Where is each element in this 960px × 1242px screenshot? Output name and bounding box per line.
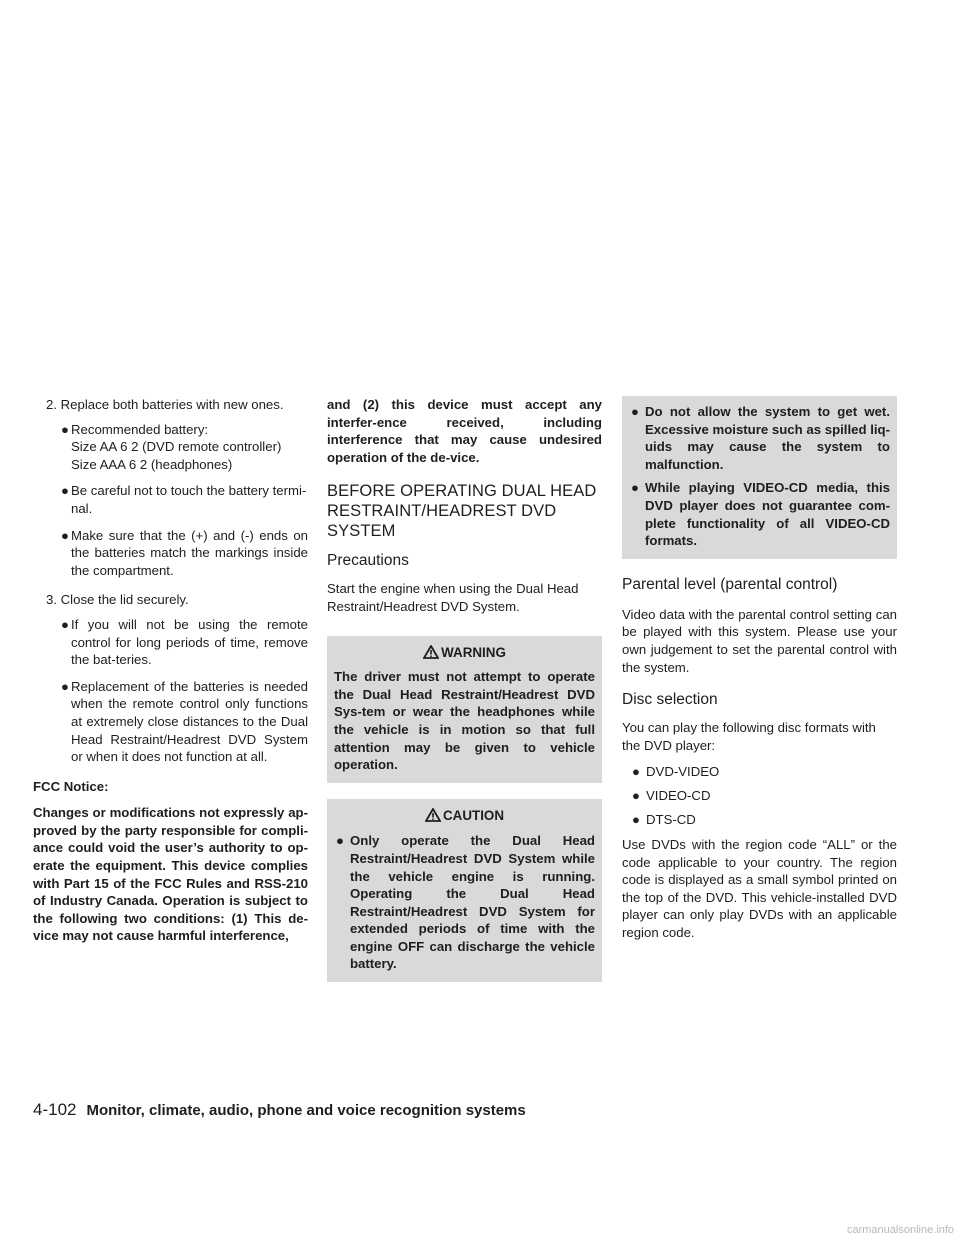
- caution-header: [334, 807, 595, 828]
- caution-item: ● Do not allow the system to get wet. Excessive moisture such as spilled liq-uids may cause the system to malfunction.: [631, 404, 890, 472]
- bullet-icon: ●: [631, 480, 639, 496]
- caution-item: ● Only operate the Dual Head Restraint/Headrest DVD System while the vehicle engine is running. Operating the Dual Head Restraint/Headrest DVD System for extended periods of time with the engine OFF can discharge the vehicle battery.: [336, 833, 595, 972]
- list-item: ● Replacement of the batteries is needed when the remote control only functions at extremely close distances to the Dual Head Restraint/Headrest DVD System or when it does not function at all.: [61, 678, 308, 765]
- column-2: [327, 396, 602, 982]
- parental-text: Video data with the parental control setting can be played with this system. Please use your own judgement to set the parental control with the system.: [622, 606, 897, 675]
- bullet-icon: ●: [61, 678, 69, 694]
- caution-triangle-icon: [425, 808, 441, 822]
- disc-intro: You can play the following disc formats with the DVD player:: [622, 720, 876, 753]
- region-text: Use DVDs with the region code “ALL” or the code applicable to your country. The region code is displayed as a small symbol printed on the top of the DVD. This vehicle-installed DVD player can only play DVDs with an applicable region code.: [622, 837, 897, 941]
- caution-label: CAUTION: [443, 807, 504, 823]
- warning-triangle-icon: [423, 645, 439, 659]
- list-item: ● Be careful not to touch the battery termi-nal.: [61, 483, 307, 516]
- page-footer: [33, 1100, 526, 1120]
- disc-heading: Disc selection: [622, 691, 718, 709]
- page-number: 4-102: [33, 1100, 77, 1119]
- bullet-icon: ●: [631, 404, 639, 419]
- precautions-intro: Start the engine when using the Dual Head Restraint/Headrest DVD System.: [327, 581, 579, 614]
- list-item: ● DTS-CD: [632, 811, 696, 827]
- caution-box-continued: [622, 396, 897, 559]
- bullet-icon: ●: [632, 764, 640, 780]
- fcc-notice-text: Changes or modifications not expressly ap-proved by the party responsible for compli-ance could void the user’s authority to op-erate the equipment. This device complies with Part 15 of the FCC Rules and RSS-210 of Industry Canada. Operation is subject to the following two conditions: (1) This de-vice may not cause harmful interference,: [33, 805, 308, 944]
- warning-header: [334, 644, 595, 665]
- section-heading: BEFORE OPERATING DUAL HEAD RESTRAINT/HEADREST DVD SYSTEM: [327, 482, 597, 541]
- list-item: ● If you will not be using the remote control for long periods of time, remove the bat-teries.: [61, 616, 308, 668]
- fcc-notice-title: FCC Notice:: [33, 778, 109, 794]
- bullet-icon: ●: [61, 421, 69, 437]
- caution-item: ● While playing VIDEO-CD media, this DVD player does not guarantee com-plete functionality of all VIDEO-CD formats.: [631, 480, 890, 549]
- warning-text: The driver must not attempt to operate the Dual Head Restraint/Headrest DVD Sys-tem or wear the headphones while the vehicle is in motion so that full attention may be given to vehicle operation.: [334, 669, 595, 773]
- list-item: ● Recommended battery: Size AA 6 2 (DVD remote controller) Size AAA 6 2 (headphones): [61, 421, 282, 472]
- column-3: [622, 396, 897, 942]
- watermark: carmanualsonline.info: [846, 1224, 954, 1236]
- warning-box: [327, 636, 602, 783]
- column-1: [33, 396, 308, 945]
- parental-heading: Parental level (parental control): [622, 575, 838, 593]
- bullet-icon: ●: [336, 833, 344, 849]
- step-3: 3. Close the lid securely.: [46, 592, 189, 608]
- bullet-icon: ●: [61, 483, 69, 499]
- bullet-icon: ●: [61, 527, 69, 543]
- list-item: ● VIDEO-CD: [632, 787, 711, 803]
- bullet-icon: ●: [632, 787, 640, 803]
- step-2: 2. Replace both batteries with new ones.: [46, 397, 284, 412]
- caution-box: [327, 799, 602, 982]
- fcc-notice-continued: and (2) this device must accept any interfer-ence received, including interference that may cause undesired operation of the de-vice.: [327, 397, 602, 465]
- bullet-icon: ●: [632, 811, 640, 827]
- list-item: ● Make sure that the (+) and (-) ends on the batteries match the markings inside the compartment.: [61, 527, 308, 578]
- chapter-title: Monitor, climate, audio, phone and voice recognition systems: [86, 1102, 526, 1119]
- list-item: ● DVD-VIDEO: [632, 764, 720, 780]
- warning-label: WARNING: [441, 644, 506, 660]
- bullet-icon: ●: [61, 616, 69, 632]
- precautions-heading: Precautions: [327, 552, 409, 570]
